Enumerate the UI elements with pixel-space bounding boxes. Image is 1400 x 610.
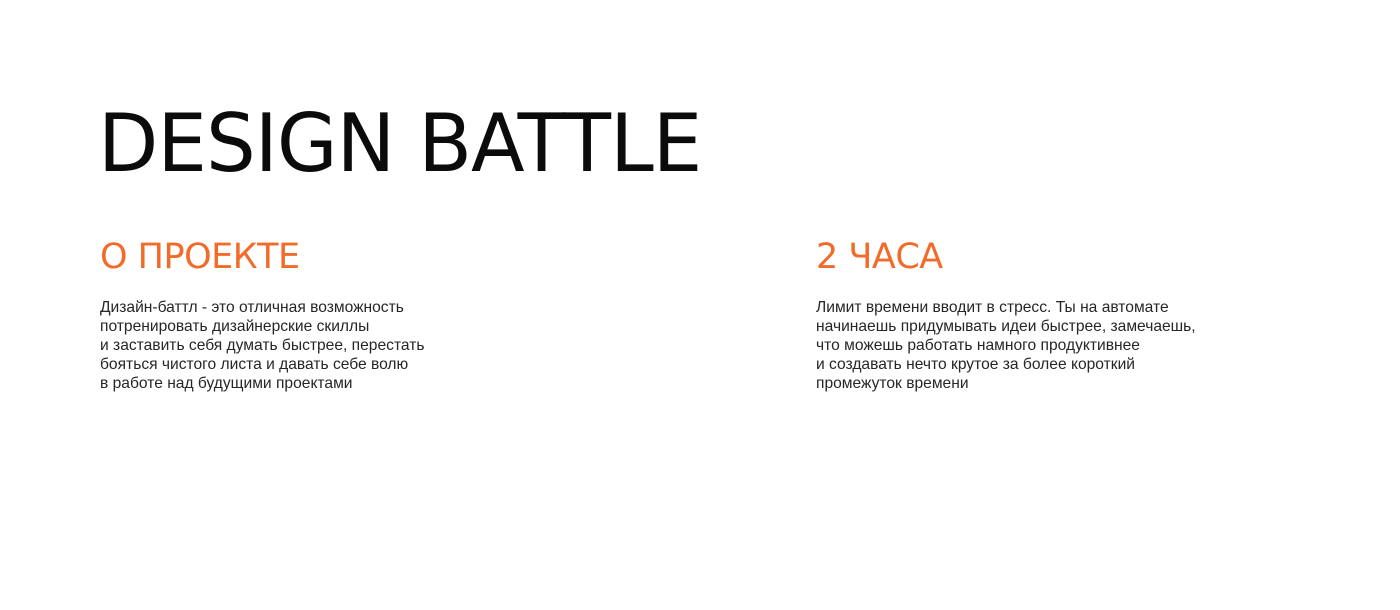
about-line: в работе над будущими проектами [100, 375, 353, 392]
about-description [100, 298, 560, 393]
time-limit-line: и создавать нечто крутое за более короткий [816, 356, 1136, 373]
time-limit-line: начинаешь придумывать идеи быстрее, замечаешь, [816, 318, 1196, 335]
about-line: потренировать дизайнерские скиллы [100, 318, 370, 335]
page-title: DESIGN BATTLE [98, 97, 702, 190]
time-limit-section [816, 236, 1276, 393]
about-line: и заставить себя думать быстрее, перестать [100, 337, 425, 354]
about-line: бояться чистого листа и давать себе волю [100, 356, 409, 373]
time-limit-heading: 2 ЧАСА [816, 237, 943, 277]
time-limit-line: Лимит времени вводит в стресс. Ты на автомате [816, 299, 1169, 316]
time-limit-description [816, 298, 1276, 393]
about-section [100, 236, 560, 393]
time-limit-line: что можешь работать намного продуктивнее [816, 337, 1140, 354]
time-limit-line: промежуток времени [816, 375, 969, 392]
about-heading: О ПРОЕКТЕ [100, 237, 300, 277]
about-line: Дизайн-баттл - это отличная возможность [100, 299, 404, 316]
